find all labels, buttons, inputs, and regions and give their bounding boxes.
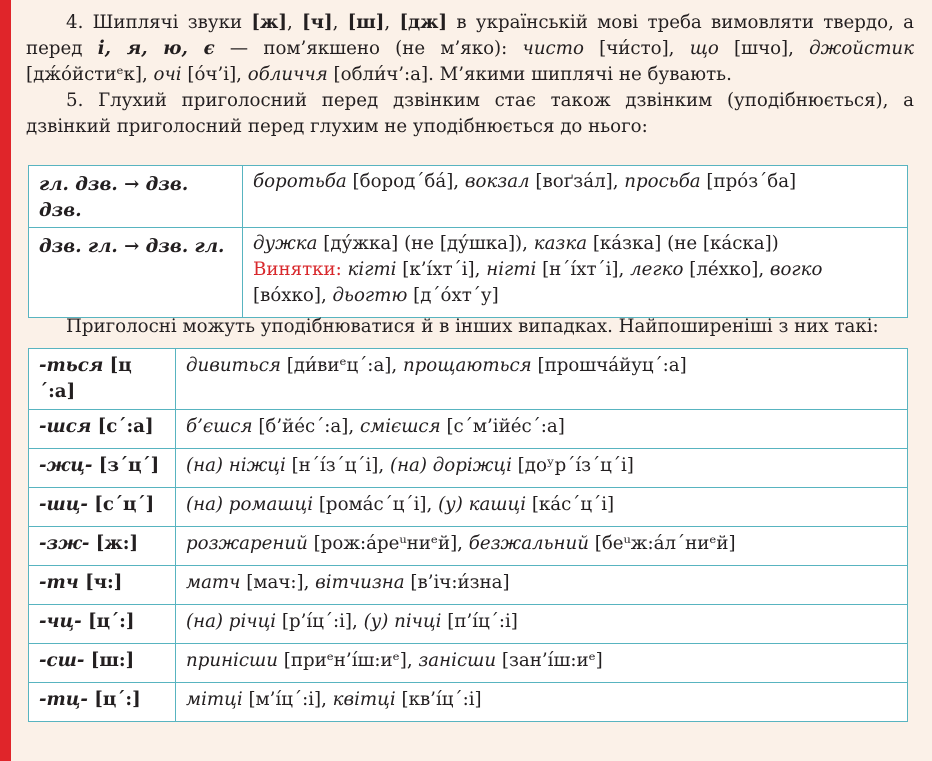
- example-cell: (на) ніжці [н´і́з´ц´і], (на) доріжці [доʸр´і́з´ц´і]: [176, 449, 908, 488]
- pattern-cell: -сш- [ш:]: [29, 644, 176, 683]
- pattern-cell: -тц- [ц´:]: [29, 683, 176, 722]
- pattern-cell: -зж- [ж:]: [29, 527, 176, 566]
- table-row: [29, 488, 908, 527]
- pattern-cell: -шц- [с´ц´]: [29, 488, 176, 527]
- example-cell: мітці [м’і́ц´:і], квітці [кв’і́ц´:і]: [176, 683, 908, 722]
- example-cell: дужка [ду́жка] (не [ду́шка]), казка [ка́зка] (не [ка́ска]) Винятки: кігті [к’і́хт´і], нігті [н´і́хт´і], легко [ле́хко], вогко [во́хко], дьогтю [д´о́хт´у]: [243, 228, 908, 318]
- example-cell: (на) річці [р’і́ц´:і], (у) пічці [п’і́ц´:і]: [176, 605, 908, 644]
- example-cell: принісши [приᵉн’і́ш:иᵉ], занісши [зан’і́ш:иᵉ]: [176, 644, 908, 683]
- table-row: [29, 166, 908, 228]
- pattern-cell: -шся [с´:а]: [29, 410, 176, 449]
- table-row: [29, 566, 908, 605]
- example-cell: (на) ромашці [рома́с´ц´і], (у) кашці [ка́с´ц´і]: [176, 488, 908, 527]
- intro-sentence: Приголосні можуть уподібнюватися й в інших випадках. Найпоширеніші з них такі:: [66, 316, 879, 337]
- page-content: [26, 10, 915, 710]
- example-cell: б’єшся [б’йе́с´:а], смієшся [с´м’ійе́с´:а]: [176, 410, 908, 449]
- table-row: [29, 410, 908, 449]
- example-cell: дивиться [ди́виᵉц´:а], прощаються [прошча́йуц´:а]: [176, 349, 908, 410]
- paragraph-4: 4. Шиплячі звуки [ж], [ч], [ш], [дж] в українській мові треба вимовляти твердо, а перед і, я, ю, є — пом’якшено (не м’яко): чисто [чи́сто], що [шчо], джойстик [дж́о́йстиᵉк], очі [о́ч’і], обличчя [обли́ч’:а]. М’якими шиплячі не бувають.: [26, 12, 915, 85]
- pattern-cell: -жц- [з´ц´]: [29, 449, 176, 488]
- table-row: [29, 527, 908, 566]
- rule-cell: дзв. гл. → дзв. гл.: [29, 228, 243, 318]
- rule-cell: гл. дзв. → дзв. дзв.: [29, 166, 243, 228]
- example-cell: боротьба [бород´ба́], вокзал [воґза́л], просьба [про́з´ба]: [243, 166, 908, 228]
- assimilation-table-1: [28, 165, 908, 318]
- table-row: [29, 644, 908, 683]
- example-cell: матч [мач:], вітчизна [в’іч:и́зна]: [176, 566, 908, 605]
- table-row: [29, 349, 908, 410]
- pattern-cell: -ться [ц´:а]: [29, 349, 176, 410]
- pattern-cell: -чц- [ц´:]: [29, 605, 176, 644]
- table-row: [29, 683, 908, 722]
- table-row: [29, 605, 908, 644]
- paragraph-5: 5. Глухий приголосний перед дзвінким стає також дзвінким (уподібнюється), а дзвінкий приголосний перед глухим не уподібнюється до нього:: [26, 90, 914, 137]
- example-cell: розжарений [рож:а́реᵘниᵉй], безжальний [беᵘж:а́л´ниᵉй]: [176, 527, 908, 566]
- table-row: [29, 228, 908, 318]
- table-row: [29, 449, 908, 488]
- left-accent-bar: [0, 0, 11, 761]
- exceptions-label: Винятки:: [253, 259, 348, 280]
- pattern-cell: -тч [ч:]: [29, 566, 176, 605]
- assimilation-table-2: [28, 348, 908, 722]
